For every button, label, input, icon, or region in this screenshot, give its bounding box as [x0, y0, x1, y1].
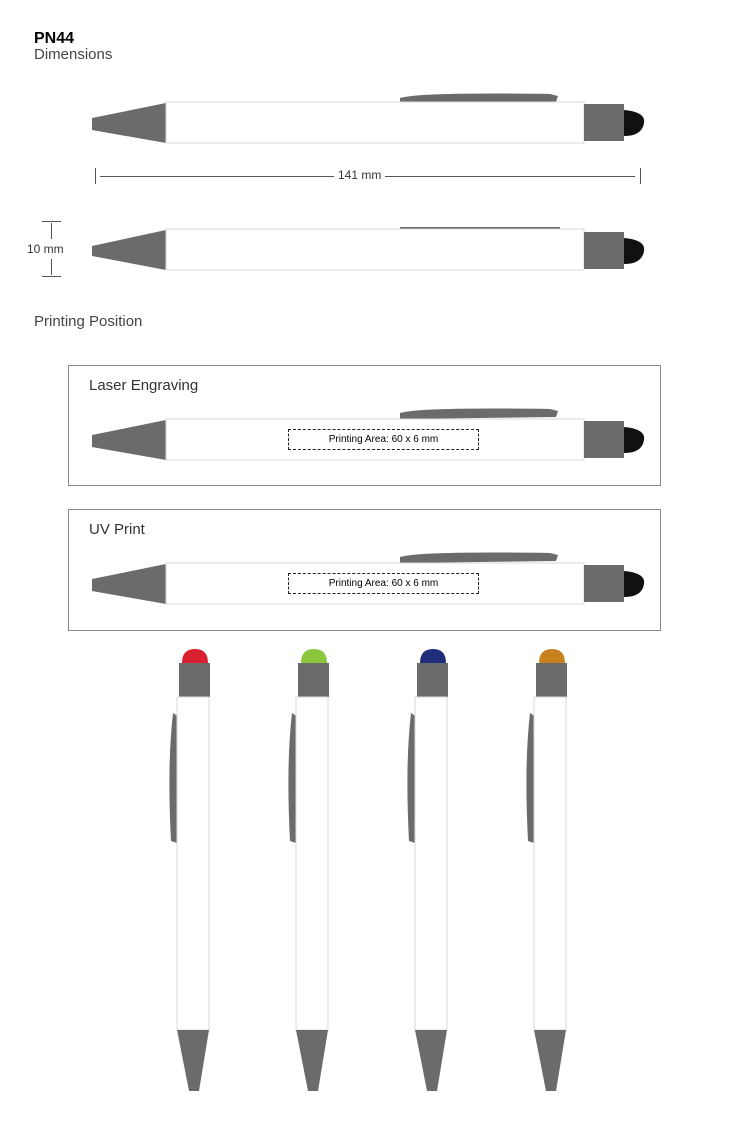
- laser-engraving-title: Laser Engraving: [89, 377, 199, 394]
- pen-variant-orange: [522, 645, 582, 1095]
- diameter-label: 10 mm: [27, 242, 64, 256]
- printing-position-heading: Printing Position: [34, 313, 143, 330]
- pen-variant-red: [165, 645, 225, 1095]
- diameter-line-top: [51, 223, 52, 239]
- laser-printing-area: Printing Area: 60 x 6 mm: [288, 429, 479, 450]
- diameter-line-bottom: [51, 259, 52, 275]
- dimension-tick-right: [640, 168, 641, 184]
- dimension-tick-left: [95, 168, 96, 184]
- diameter-tick-bottom: [42, 276, 61, 277]
- pen-horizontal-clip: [90, 90, 650, 150]
- pen-horizontal-side: [90, 222, 650, 277]
- diameter-tick-top: [42, 221, 61, 222]
- pen-variant-navy: [403, 645, 463, 1095]
- dimensions-heading: Dimensions: [34, 46, 113, 63]
- length-label: 141 mm: [334, 168, 385, 182]
- product-code: PN44: [34, 30, 75, 47]
- pen-variant-lime: [284, 645, 344, 1095]
- uv-print-title: UV Print: [89, 521, 145, 538]
- uv-printing-area: Printing Area: 60 x 6 mm: [288, 573, 479, 594]
